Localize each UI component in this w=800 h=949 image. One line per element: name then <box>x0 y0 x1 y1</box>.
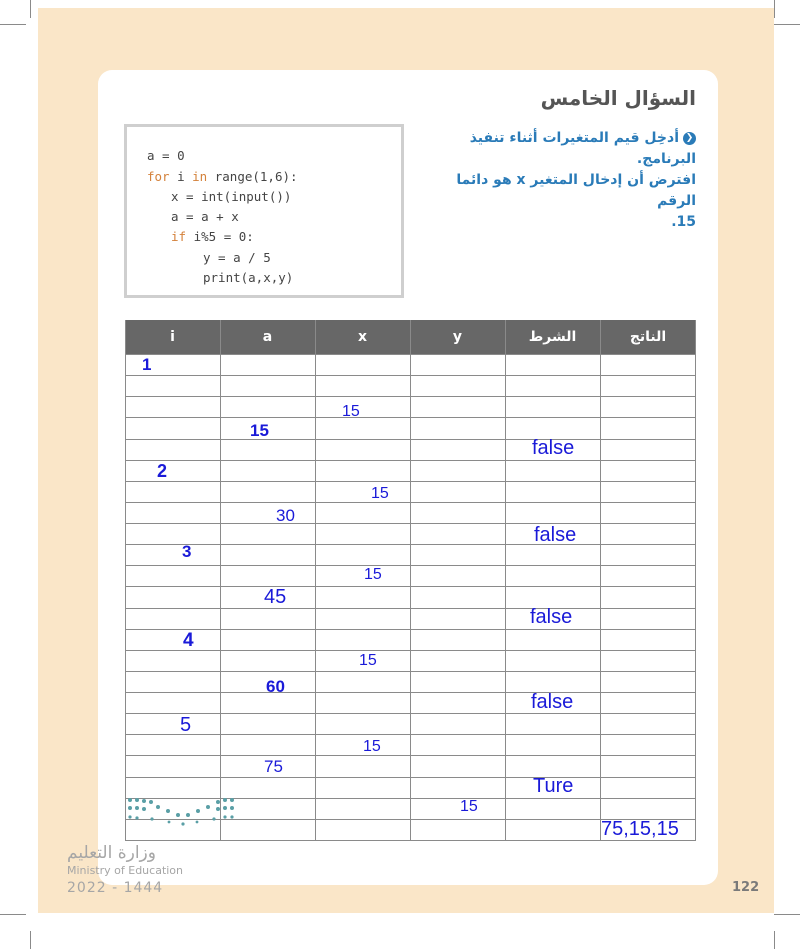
ministry-name-arabic: وزارة التعليم <box>67 843 156 863</box>
code-keyword: for <box>147 169 170 184</box>
entry-x-2: 15 <box>371 485 389 502</box>
trace-table <box>125 320 696 840</box>
entry-x-5: 15 <box>363 738 381 755</box>
header-condition: الشرط <box>505 320 600 354</box>
code-line: a = 0 <box>147 148 185 163</box>
table-column-line <box>505 320 506 840</box>
table-column-line <box>125 320 126 840</box>
entry-i-5: 5 <box>180 714 192 736</box>
entry-cond-3: false <box>530 606 573 628</box>
entry-i-3: 3 <box>182 542 192 561</box>
code-line: x = int(input()) <box>171 189 292 204</box>
instruction-line-1: أدخِل قيم المتغيرات أثناء تنفيذ البرنامج. <box>469 130 696 167</box>
entry-y-5: 15 <box>460 798 478 815</box>
entry-cond-4: false <box>531 691 574 713</box>
crop-mark <box>30 931 31 949</box>
crop-mark <box>774 914 800 915</box>
page-number: 122 <box>732 880 760 895</box>
code-line: a = a + x <box>171 209 239 224</box>
entry-result: 75,15,15 <box>601 818 679 840</box>
header-y: y <box>410 320 505 354</box>
crop-mark <box>774 931 775 949</box>
entry-a-5: 75 <box>264 757 283 776</box>
code-block <box>124 124 404 298</box>
header-x: x <box>315 320 410 354</box>
code-line <box>171 229 254 244</box>
entry-a-3: 45 <box>264 586 287 608</box>
code-line: print(a,x,y) <box>203 270 294 285</box>
instruction-text <box>426 128 696 233</box>
section-title: السؤال الخامس <box>540 86 696 110</box>
table-column-line <box>220 320 221 840</box>
instruction-line-3: 15. <box>671 214 696 230</box>
header-i: i <box>125 320 220 354</box>
edition-year: 2022 - 1444 <box>67 880 164 896</box>
crop-mark <box>0 914 26 915</box>
ministry-footer <box>67 843 183 897</box>
header-a: a <box>220 320 315 354</box>
ministry-dots-logo <box>124 795 242 831</box>
code-keyword: if <box>171 229 187 244</box>
code-text: i%5 = 0: <box>186 229 254 244</box>
entry-a-2: 30 <box>276 506 295 525</box>
crop-mark <box>0 24 26 25</box>
code-line: y = a / 5 <box>203 250 271 265</box>
table-column-line <box>695 320 696 840</box>
entry-x-1: 15 <box>342 403 360 420</box>
table-column-line <box>315 320 316 840</box>
crop-mark <box>774 0 775 18</box>
entry-cond-1: false <box>532 437 575 459</box>
entry-a-4: 60 <box>266 677 285 696</box>
code-text: range(1,6): <box>207 169 298 184</box>
crop-mark <box>774 24 800 25</box>
code-line <box>147 169 298 184</box>
entry-x-4: 15 <box>359 652 377 669</box>
crop-mark <box>30 0 31 18</box>
entry-i-4: 4 <box>183 630 194 651</box>
chevron-left-icon: ❮ <box>683 132 696 145</box>
entry-i-2: 2 <box>157 461 168 481</box>
header-result: الناتج <box>600 320 696 354</box>
entry-x-3: 15 <box>364 566 382 583</box>
entry-a-1: 15 <box>250 421 269 440</box>
entry-cond-2: false <box>534 524 577 546</box>
entry-cond-5: Ture <box>533 775 574 797</box>
ministry-name-english: Ministry of Education <box>67 864 184 877</box>
table-column-line <box>410 320 411 840</box>
code-text: i <box>169 169 193 184</box>
code-keyword: in <box>192 169 208 184</box>
table-column-line <box>600 320 601 840</box>
instruction-line-2: افترض أن إدخال المتغير x هو دائما الرقم <box>456 172 696 209</box>
entry-i-1: 1 <box>142 355 152 374</box>
